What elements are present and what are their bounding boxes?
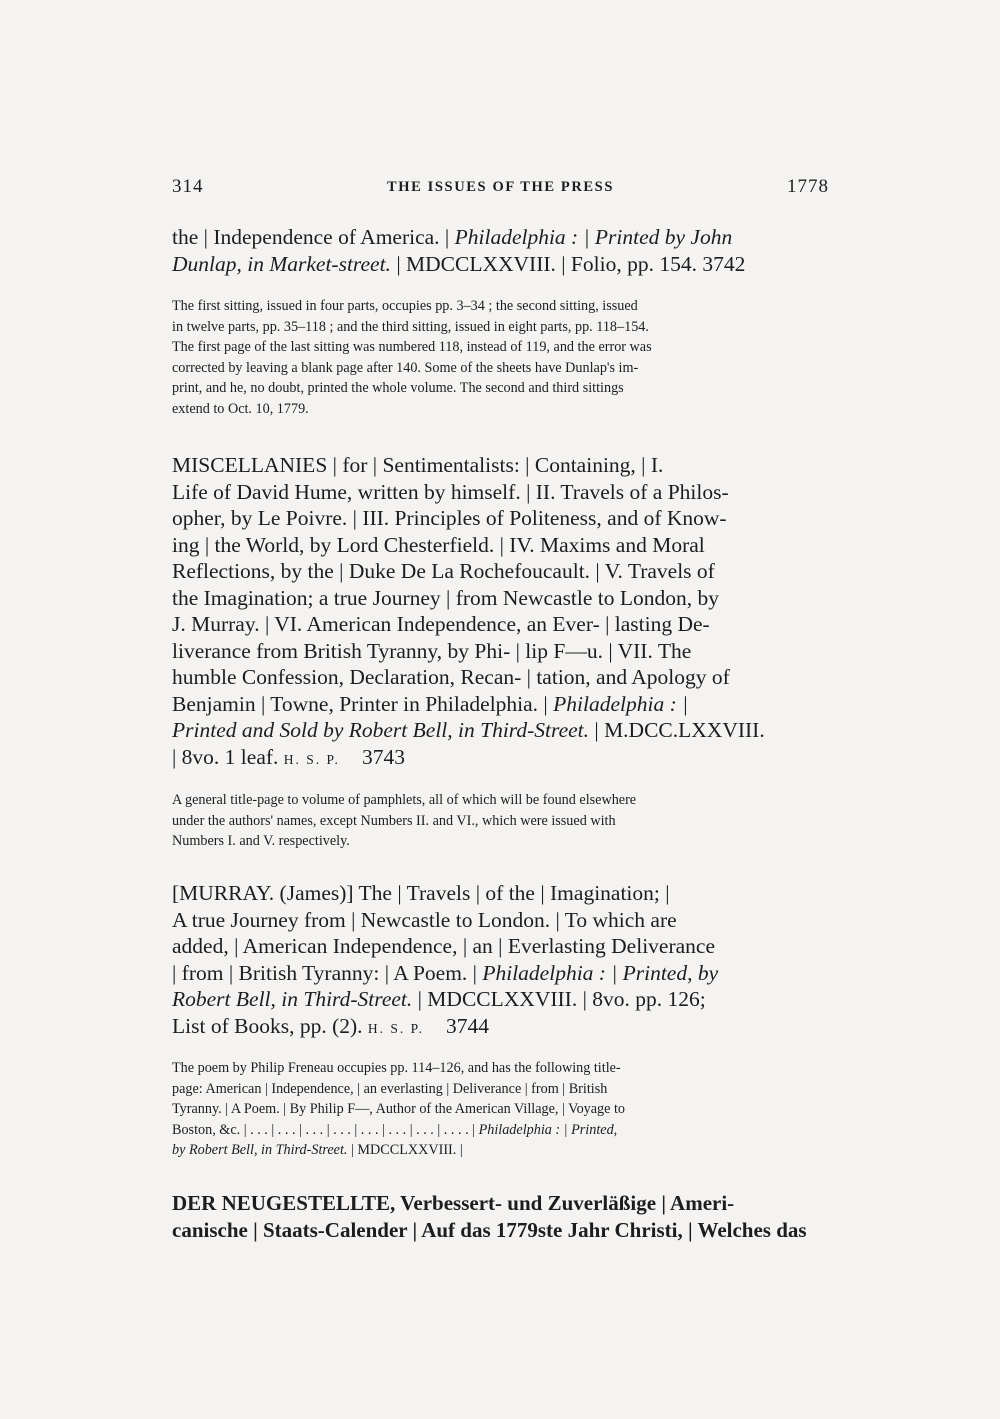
imprint-text: Philadelphia : | — [553, 691, 689, 716]
note-line: under the authors' names, except Numbers II. and VI., which were issued with — [172, 812, 616, 829]
running-title: THE ISSUES OF THE PRESS — [387, 179, 614, 195]
entry-line: canische | Staats-Calender | Auf das 1779ste Jahr Christi, | Welches das — [172, 1218, 807, 1242]
entry-text: | from | British Tyranny: | A Poem. | — [172, 960, 483, 985]
entry-line: J. Murray. | VI. American Independence, an Ever- | lasting De- — [172, 612, 710, 636]
entry-line: humble Confession, Declaration, Recan- | tation, and Apology of — [172, 665, 730, 689]
entry-line — [172, 744, 829, 774]
note-line: page: American | Independence, | an everlasting | Deliverance | from | British — [172, 1080, 608, 1097]
entry-line: Reflections, by the | Duke De La Rochefoucault. | V. Travels of — [172, 559, 715, 583]
entry-line — [172, 717, 829, 744]
imprint-text: Printed and Sold by Robert Bell, in Third-Street. — [172, 718, 590, 742]
entry-text: List of Books, pp. (2). — [172, 1013, 363, 1038]
entry-line — [172, 1013, 829, 1043]
note-line: Tyranny. | A Poem. | By Philip F—, Author of the American Village, | Voyage to — [172, 1101, 626, 1117]
entry-3745 — [172, 1190, 829, 1244]
entry-text: Benjamin | Towne, Printer in Philadelphia. | — [172, 691, 554, 716]
note-3744 — [172, 1058, 829, 1161]
entry-line: ing | the World, by Lord Chesterfield. | IV. Maxims and Moral — [172, 532, 705, 557]
note-line — [172, 1120, 829, 1141]
imprint-text: Philadelphia : | Printed, by — [482, 960, 719, 985]
location-code: H. S. P. — [367, 1020, 425, 1036]
entry-line: [MURRAY. (James)] The | Travels | of the | Imagination; | — [172, 881, 670, 905]
entry-number: 3742 — [702, 251, 746, 276]
note-line: Numbers I. and V. respectively. — [172, 833, 350, 849]
imprint-text: Dunlap, in Market-street. — [172, 251, 391, 276]
entry-line: Life of David Hume, written by himself. | II. Travels of a Philos- — [172, 479, 729, 504]
note-line: extend to Oct. 10, 1779. — [172, 400, 309, 417]
note-text: Boston, &c. | . . . | . . . | . . . | . . . | . . . | . . . | . . . | . . . . | — [172, 1121, 479, 1138]
imprint-text: by Robert Bell, in Third-Street. — [172, 1142, 348, 1158]
location-code: H. S. P. — [283, 751, 340, 767]
entry-text: | MDCCLXXVIII. | 8vo. pp. 126; — [412, 987, 706, 1011]
entry-number: 3743 — [361, 744, 405, 769]
entry-3743 — [172, 452, 829, 773]
entry-line — [172, 251, 829, 278]
entry-3744 — [172, 880, 829, 1042]
imprint-text: Robert Bell, in Third-Street. — [172, 987, 413, 1011]
note-line: The first sitting, issued in four parts, occupies pp. 3–34 ; the second sitting, issued — [172, 298, 638, 314]
note-line: A general title-page to volume of pamphlets, all of which will be found elsewhere — [172, 792, 637, 808]
entry-line — [172, 960, 829, 987]
entry-line: the Imagination; a true Journey | from Newcastle to London, by — [172, 585, 720, 610]
page-number: 314 — [172, 176, 204, 197]
note-line — [172, 1140, 829, 1161]
entry-line: MISCELLANIES | for | Sentimentalists: | Containing, | I. — [172, 453, 664, 477]
page-header — [172, 176, 829, 202]
header-year: 1778 — [787, 176, 829, 197]
entry-line: A true Journey from | Newcastle to London. | To which are — [172, 907, 677, 932]
imprint-text: Philadelphia : | Printed by John — [454, 225, 733, 249]
entry-line: DER NEUGESTELLTE, Verbessert- und Zuverläßige | Ameri- — [172, 1191, 735, 1215]
note-line: in twelve parts, pp. 35–118 ; and the third sitting, issued in eight parts, pp. 118–154. — [172, 318, 649, 335]
note-line: corrected by leaving a blank page after 140. Some of the sheets have Dunlap's im- — [172, 359, 639, 376]
note-line: The first page of the last sitting was numbered 118, instead of 119, and the error was — [172, 339, 652, 355]
entry-text: | 8vo. 1 leaf. — [172, 744, 279, 769]
entry-number: 3744 — [446, 1013, 490, 1038]
entry-text: the | Independence of America. | — [172, 225, 455, 249]
note-line: print, and he, no doubt, printed the whole volume. The second and third sittings — [172, 380, 624, 396]
entry-text: | M.DCC.LXXVIII. — [589, 718, 765, 742]
entry-3742 — [172, 224, 829, 277]
entry-line: added, | American Independence, | an | Everlasting Deliverance — [172, 934, 716, 958]
note-3742 — [172, 296, 829, 419]
note-text: | MDCCLXXVIII. | — [347, 1142, 463, 1158]
entry-line: opher, by Le Poivre. | III. Principles of Politeness, and of Know- — [172, 506, 727, 530]
entry-line: liverance from British Tyranny, by Phi- | lip F—u. | VII. The — [172, 638, 692, 663]
imprint-text: Philadelphia : | Printed, — [478, 1121, 618, 1138]
entry-line — [172, 986, 829, 1013]
entry-text: | MDCCLXXVIII. | Folio, pp. 154. — [390, 251, 697, 276]
entry-line — [172, 224, 829, 251]
note-line: The poem by Philip Freneau occupies pp. 114–126, and has the following title- — [172, 1060, 621, 1076]
entry-line — [172, 691, 829, 718]
note-3743 — [172, 790, 829, 852]
